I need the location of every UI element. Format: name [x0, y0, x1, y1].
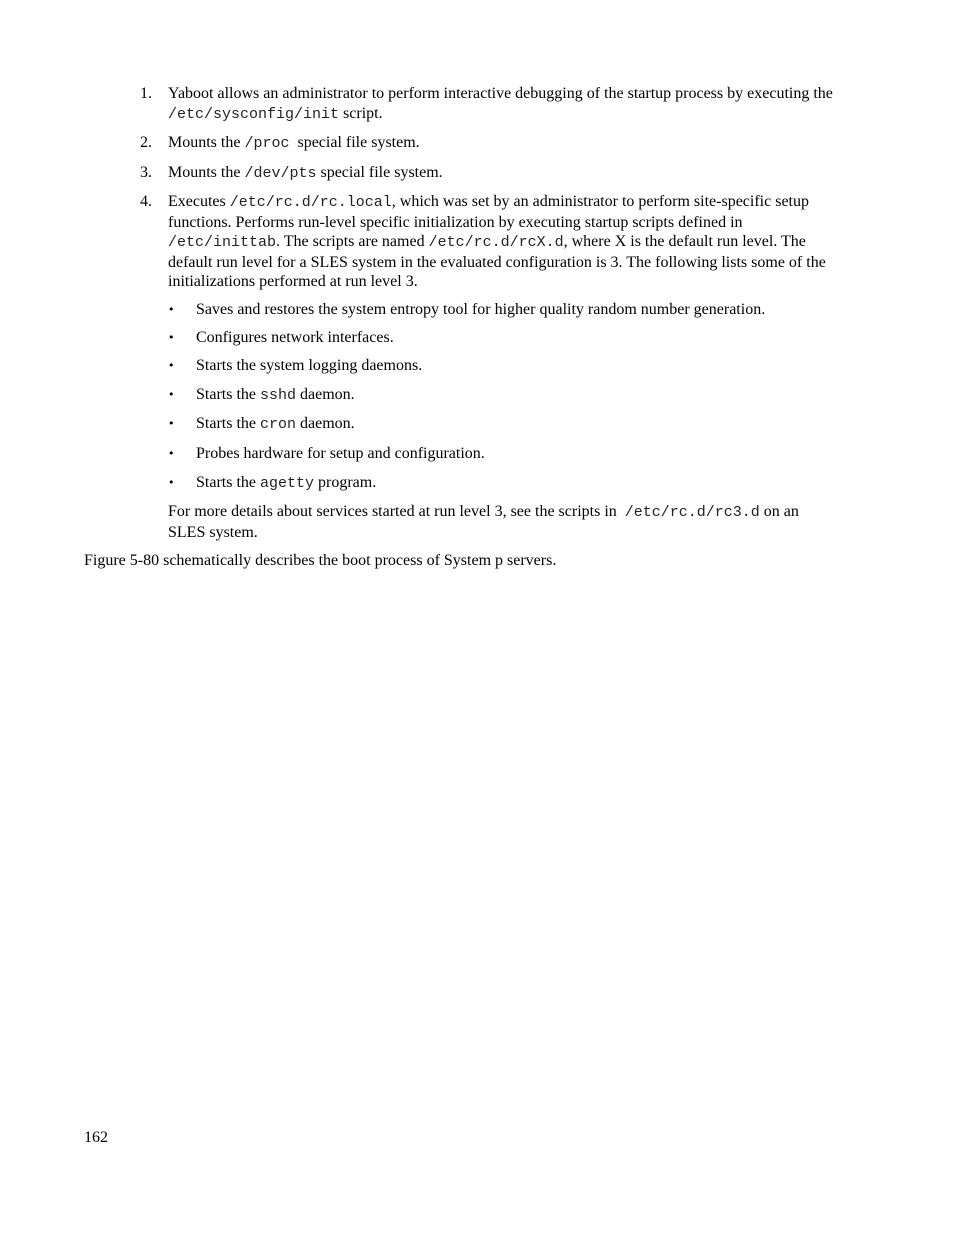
list-item-1 — [140, 84, 840, 124]
code-path: agetty — [260, 475, 315, 492]
item-number: 1. — [140, 85, 152, 102]
text-run: special file system. — [316, 164, 443, 181]
text-run: daemon. — [296, 386, 355, 403]
bullet-icon: • — [168, 331, 175, 344]
bullet-text — [196, 356, 840, 376]
text-run: . The scripts are named — [276, 233, 429, 250]
text-run: on an SLES system. — [168, 503, 799, 541]
item-number: 2. — [140, 134, 152, 151]
bullet-text — [196, 444, 840, 464]
item-text — [168, 192, 840, 292]
list-item-3 — [140, 163, 840, 184]
bullet-item-2 — [168, 328, 840, 348]
text-run: Mounts the — [168, 164, 245, 181]
page-number: 162 — [84, 1129, 108, 1146]
code-path: cron — [260, 416, 297, 433]
text-run: Starts the — [196, 474, 260, 491]
text-run: daemon. — [296, 415, 355, 432]
code-path: /dev/pts — [244, 165, 317, 182]
text-run: script. — [339, 104, 383, 122]
item-number: 4. — [140, 193, 152, 210]
code-path: /etc/rc.d/rcX.d — [428, 234, 564, 251]
bullet-item-7 — [168, 473, 840, 494]
text-run: Executes — [168, 193, 230, 210]
item-text — [168, 133, 840, 154]
text-run: Probes hardware for setup and configuration. — [196, 445, 485, 462]
text-run: For more details about services started at run level 3, see the scripts in — [168, 503, 625, 520]
bullet-icon: • — [168, 359, 175, 372]
text-run: Starts the — [196, 415, 260, 432]
bullet-item-6 — [168, 444, 840, 464]
bullet-icon: • — [168, 303, 175, 316]
text-run: Yaboot allows an administrator to perform interactive debugging of the startup process by executing the — [168, 85, 833, 102]
item-text — [168, 84, 840, 124]
bullet-text — [196, 328, 840, 348]
bullet-item-3 — [168, 356, 840, 376]
bullet-icon: • — [168, 476, 175, 489]
text-run: , which was set by an administrator to perform site-specific setup functions. Performs run-level specific initialization by executing startup scripts defined in — [168, 193, 809, 231]
text-run: Configures network interfaces. — [196, 329, 394, 346]
list-item-4 — [140, 192, 840, 292]
text-run: Starts the — [196, 386, 260, 403]
bullet-icon: • — [168, 447, 175, 460]
bullet-text — [196, 385, 840, 406]
bullet-text — [196, 473, 840, 494]
list-item-2 — [140, 133, 840, 154]
text-run: special file system. — [289, 134, 420, 151]
bullet-icon: • — [168, 388, 175, 401]
bullet-text — [196, 414, 840, 435]
bullet-text — [196, 300, 840, 320]
code-path: /etc/inittab — [168, 234, 277, 251]
figure-reference-paragraph: Figure 5-80 schematically describes the boot process of System p servers. — [84, 552, 557, 569]
code-path: sshd — [260, 387, 297, 404]
code-path: /etc/rc.d/rc3.d — [624, 504, 760, 521]
code-path: /etc/sysconfig/init — [168, 105, 340, 123]
code-path: /proc — [244, 135, 290, 152]
text-run: Saves and restores the system entropy tool for higher quality random number generation. — [196, 301, 766, 318]
text-run: , where X is the default run level. The default run level for a SLES system in the evaluated configuration is 3. The following lists some of the initializations performed at run level 3. — [168, 233, 826, 290]
details-paragraph — [168, 502, 840, 542]
item-text — [168, 163, 840, 184]
bullet-icon: • — [168, 417, 175, 430]
bullet-item-1 — [168, 300, 840, 320]
code-path: /etc/rc.d/rc.local — [229, 194, 392, 211]
bullet-item-5 — [168, 414, 840, 435]
text-run: Mounts the — [168, 134, 245, 151]
text-run: program. — [314, 474, 377, 491]
text-run: Starts the system logging daemons. — [196, 357, 423, 374]
item-number: 3. — [140, 164, 152, 181]
bullet-item-4 — [168, 385, 840, 406]
